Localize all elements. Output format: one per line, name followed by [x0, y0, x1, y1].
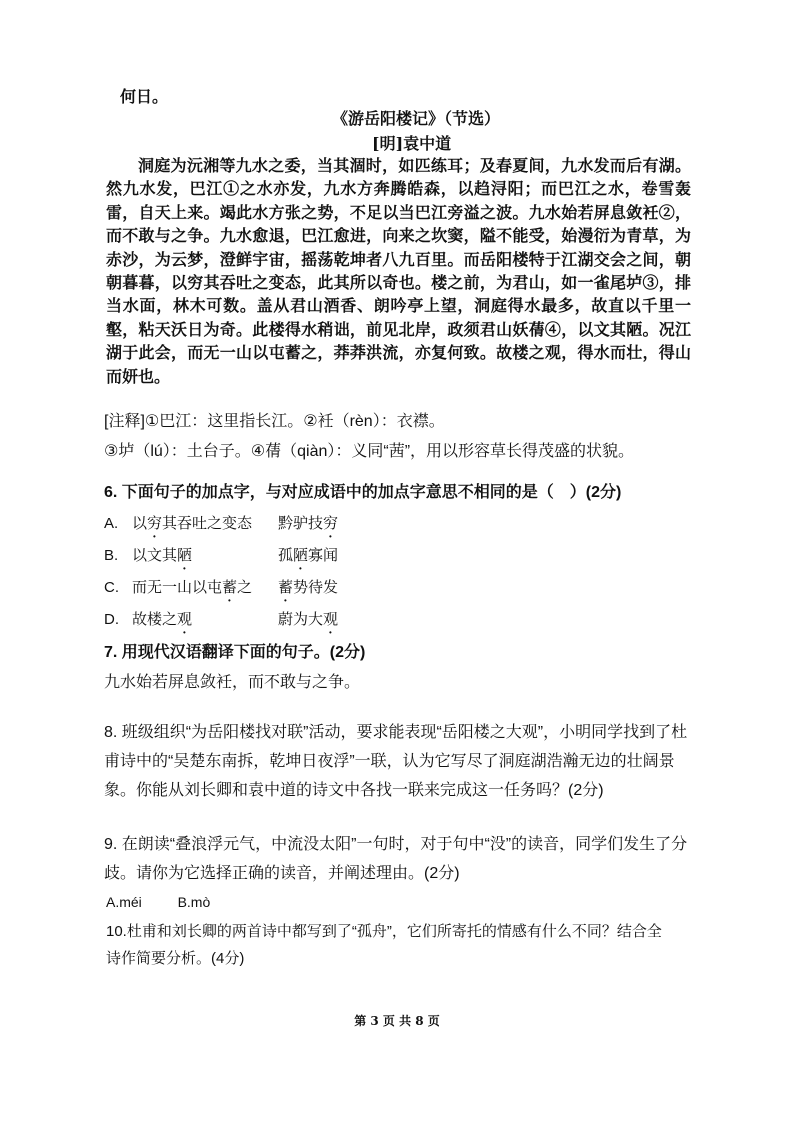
- question-8: 8. 班级组织“为岳阳楼找对联”活动，要求能表现“岳阳楼之大观”，小明同学找到了杜甫诗中的“吴楚东南拆，乾坤日夜浮”一联，认为它写尽了洞庭湖浩瀚无边的壮阔景象。你能从刘长卿和袁中道的诗文中各找一联来完成这一任务吗？(2分): [104, 724, 688, 799]
- question-7-prompt: 7. 用现代汉语翻译下面的句子。(2分): [104, 644, 366, 661]
- question-9-options: [106, 894, 210, 910]
- question-6-option-c: [104, 576, 338, 605]
- emphasis-dot-char: 穷: [323, 515, 339, 532]
- emphasis-dot-char: 蓄: [278, 579, 294, 596]
- emphasis-dot-char: 陋: [177, 547, 193, 564]
- emphasis-dot-char: 观: [177, 611, 193, 628]
- question-6-prompt: 6. 下面句子的加点字，与对应成语中的加点字意思不相同的是（ ）(2分): [104, 484, 622, 501]
- previous-text-tail: 何日。: [120, 87, 169, 106]
- option-letter: D.: [104, 611, 119, 628]
- option-letter: A.: [104, 515, 119, 532]
- question-6-option-a: [104, 512, 338, 541]
- question-7-sentence: 九水始若屏息敛衽，而不敢与之争。: [104, 674, 361, 691]
- emphasis-dot-char: 观: [323, 611, 339, 628]
- option-sentence: 而无一山以屯蓄之: [132, 579, 253, 596]
- option-idiom: 黔驴技穷: [278, 515, 339, 532]
- question-6-option-b: [104, 544, 338, 573]
- option-letter: C.: [104, 579, 119, 596]
- passage-body: [106, 154, 691, 388]
- annotation-line-1: [注释]①巴江：这里指长江。②衽（rèn）：衣襟。: [104, 413, 445, 430]
- emphasis-dot-char: 蓄: [222, 579, 238, 596]
- question-9-option-a: A.méi: [106, 894, 142, 910]
- passage-title: 《游岳阳楼记》（节选）: [332, 109, 501, 128]
- passage-paragraph: 洞庭为沅湘等九水之委，当其涸时，如匹练耳；及春夏间，九水发而后有湖。然九水发，巴江①之水亦发，九水方奔腾皓森，以趋浔阳；而巴江之水，卷雪轰雷，自天上来。竭此水方张之势，不足以当巴江旁溢之波。九水始若屏息敛衽②，而不敢与之争。九水愈退，巴江愈进，向来之坎窦，隘不能受，始漫衍为青草，为赤沙，为云梦，澄鲜宇宙，摇荡乾坤者八九百里。而岳阳楼特于江湖交会之间，朝朝暮暮，以穷其吞吐之变态，此其所以奇也。楼之前，为君山，如一雀尾垆③，排当水面，林木可数。盖从君山酒香、朗吟亭上望，洞庭得水最多，故直以千里一壑，粘天沃日为奇。此楼得水稍诎，前见北岸，政须君山妖蒨④，以文其陋。况江湖于此会，而无一山以屯蓄之，莽莽洪流，亦复何致。故楼之观，得水而壮，得山而妍也。: [106, 156, 691, 386]
- emphasis-dot-char: 陋: [293, 547, 309, 564]
- question-6-option-d: [104, 608, 338, 637]
- option-sentence: 以穷其吞吐之变态: [132, 515, 253, 532]
- option-idiom: 蔚为大观: [278, 611, 339, 628]
- option-idiom: 蓄势待发: [278, 579, 339, 596]
- question-9-option-b: B.mò: [177, 894, 211, 910]
- option-sentence: 以文其陋: [132, 547, 193, 564]
- page-footer: 第 3 页 共 8 页: [354, 1014, 440, 1028]
- passage-author: [明]袁中道: [372, 134, 452, 153]
- question-9: 9. 在朗读“叠浪浮元气，中流没太阳”一句时，对于句中“没”的读音，同学们发生了分歧。请你为它选择正确的读音，并阐述理由。(2分): [104, 836, 688, 882]
- annotations: [104, 410, 704, 464]
- option-idiom: 孤陋寡闻: [278, 547, 339, 564]
- emphasis-dot-char: 穷: [147, 515, 163, 532]
- option-letter: B.: [104, 547, 119, 564]
- annotation-line-2: ③垆（lú）：土台子。④蒨（qiàn）：义同“茜”，用以形容草长得茂盛的状貌。: [104, 443, 635, 460]
- question-10: 10.杜甫和刘长卿的两首诗中都写到了“孤舟”，它们所寄托的情感有什么不同？结合全诗作简要分析。(4分): [106, 923, 662, 967]
- option-sentence: 故楼之观: [132, 611, 193, 628]
